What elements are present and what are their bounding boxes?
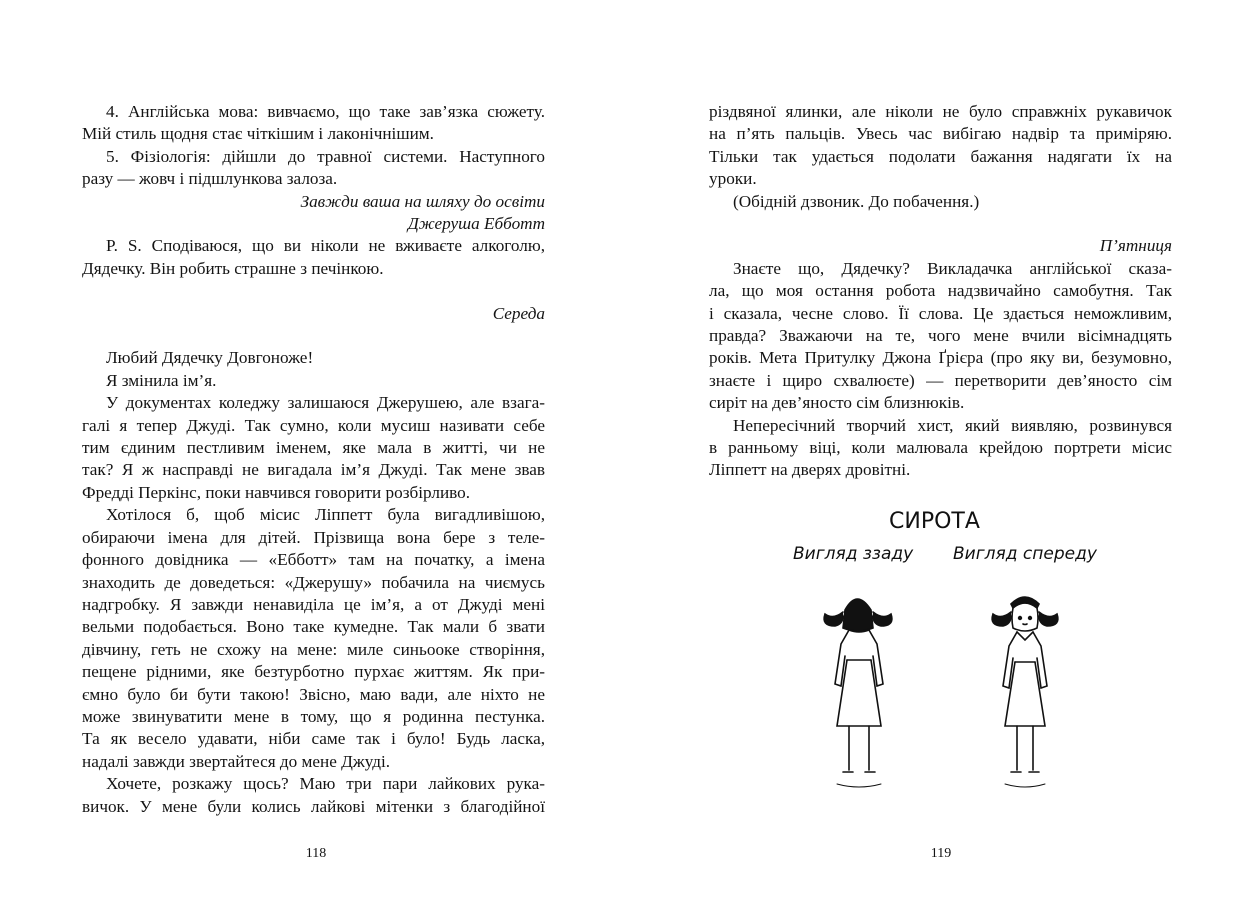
paragraph-line: Непересічний творчий хист, який виявляю, розвинувся [733, 415, 1172, 435]
paragraph-line: років. Мета Притулку Джона Ґрієра (про яку ви, безумовно, [709, 348, 1172, 368]
weekday-heading: П’ятниця [1099, 236, 1172, 256]
paragraph-line: правда? Зважаючи на те, чого мене вчили вісімнадцять [709, 326, 1172, 346]
paragraph-line: P. S. Сподіваюся, що ви ніколи не вживаєте алкоголю, [106, 236, 545, 256]
paragraph-line: Хотілося б, щоб місис Ліппетт була вигадливішою, [106, 505, 545, 525]
label-front-view: Вигляд спереду [953, 544, 1097, 564]
paragraph-line: обираючи імена для дітей. Прізвища вона бере з теле- [82, 527, 545, 547]
page-number-text: 119 [930, 846, 952, 861]
paragraph-line: дівчину, геть не схожу на мене: миле синьооке створіння, [82, 639, 545, 659]
paragraph-line: Фредді Перкінс, поки навчився говорити розбірливо. [82, 482, 471, 502]
illustration-title: СИРОТА [889, 509, 980, 534]
signature-closing: Завжди ваша на шляху до освіти [300, 191, 545, 211]
right-text-column [709, 101, 1172, 482]
orphan-illustration [777, 500, 1117, 810]
paragraph-line: ла, що моя остання робота надзвичайно самобутня. Так [709, 281, 1172, 301]
label-back-view: Вигляд ззаду [793, 544, 914, 564]
paragraph-line: Знаєте що, Дядечку? Викладачка англійської сказа- [733, 258, 1172, 278]
page-number-text: 118 [305, 846, 327, 861]
paragraph-line: на п’ять пальців. Увесь час вибігаю надвір та приміряю. [709, 124, 1172, 144]
paragraph-line: Ліппетт на дверях дровітні. [709, 460, 911, 480]
salutation: Любий Дядечку Довгоноже! [106, 348, 314, 368]
paragraph-line: Хочете, розкажу щось? Маю три пари лайкових рука- [106, 774, 545, 794]
paragraph-line: уроки. [709, 169, 757, 189]
paragraph-line: галі я тепер Джуді. Так сумно, коли мусиш називати себе [82, 415, 545, 435]
left-text-column [82, 101, 545, 818]
paragraph-line: пещене рідними, яке безтурботно пурхає життям. Як при- [82, 662, 545, 682]
paragraph-line: Дядечку. Він робить страшне з печінкою. [82, 258, 384, 278]
paragraph-line: разу — жовч і підшлункова залоза. [82, 169, 338, 189]
paragraph-line: надалі завжди звертайтеся до мене Джуді. [82, 751, 391, 771]
paragraph-line: Мій стиль щодня стає чіткішим і лаконічнішим. [82, 124, 434, 144]
paragraph-line: Та як весело удавати, ніби саме так і було! Будь ласка, [82, 729, 545, 749]
paragraph-line: знаєте і щиро схвалюєте) — перетворити дев’яносто сім [709, 370, 1172, 390]
signature-name: Джеруша Ебботт [407, 214, 545, 234]
paragraph-line: Тільки так удається подолати бажання надягати їх на [709, 146, 1172, 166]
right-page [627, 0, 1254, 908]
paragraph-line: знаходить де доведеться: «Джерушу» побачила на чиємусь [82, 572, 545, 592]
paragraph-line: У документах коледжу залишаюся Джерушею, але взага- [106, 393, 545, 413]
paragraph-line: Я змінила ім’я. [106, 370, 217, 390]
paragraph-line: може звинуватити мене в тому, що я родинна пестунка. [82, 706, 545, 726]
girl-front-view-icon [992, 597, 1058, 787]
girl-back-view-icon [824, 599, 892, 787]
paragraph-line: (Обідній дзвоник. До побачення.) [733, 191, 980, 211]
paragraph-line: 5. Фізіологія: дійшли до травної системи. Наступного [106, 146, 545, 166]
paragraph-line: тим єдиним пестливим іменем, яке мала в житті, чи не [82, 438, 545, 458]
paragraph-line: вичок. У мене були колись лайкові мітенки з благодійної [82, 796, 545, 816]
weekday-heading: Середа [492, 303, 545, 323]
paragraph-line: 4. Англійська мова: вивчаємо, що таке зав’язка сюжету. [106, 102, 545, 121]
paragraph-line: різдвяної ялинки, але ніколи не було справжніх рукавичок [709, 102, 1172, 121]
paragraph-line: сиріт на дев’яносто сім близнюків. [709, 393, 965, 413]
paragraph-line: вельми подобається. Воно таке кумедне. Так мали б звати [82, 617, 545, 637]
paragraph-line: так? Я ж насправді не вигадала ім’я Джуді. Так мене звав [82, 460, 545, 480]
paragraph-line: і сказала, чесне слово. Її слова. Це здається неможливим, [709, 303, 1172, 323]
paragraph-line: надгробку. Я завжди ненавиділа це ім’я, а от Джуді мені [82, 594, 545, 614]
paragraph-line: ємно було би бути такою! Звісно, маю вади, але ніхто не [82, 684, 545, 704]
paragraph-line: фонного довідника — «Ебботт» там на початку, а імена [82, 550, 545, 570]
paragraph-line: в ранньому віці, коли малювала крейдою портрети місис [709, 438, 1172, 458]
